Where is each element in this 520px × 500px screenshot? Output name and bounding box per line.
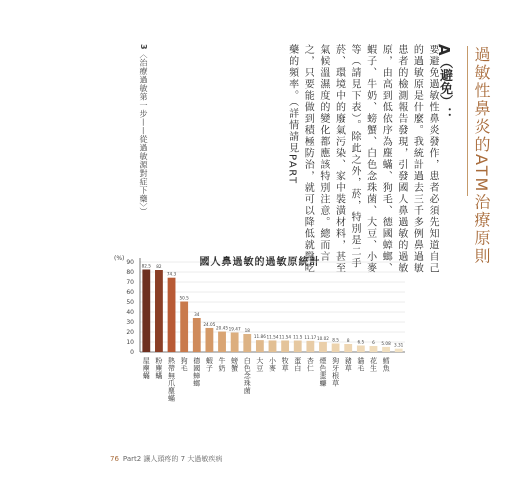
- bar-value-label: 82: [156, 264, 162, 269]
- y-tick-label: 90: [126, 259, 134, 266]
- bar: [142, 270, 150, 353]
- y-tick-label: 40: [126, 309, 134, 316]
- x-tick-label: 白色念珠菌: [243, 357, 252, 395]
- footer-text: Part2 讓人頭疼的 7 大過敏疾病: [122, 455, 223, 463]
- bar-value-label: 8: [346, 338, 350, 343]
- x-tick-label: 大豆: [255, 357, 264, 372]
- bar: [243, 334, 251, 352]
- bar-value-label: 3.31: [394, 342, 404, 348]
- x-tick-label: 狗牙根草: [331, 357, 340, 387]
- x-tick-label: 屋塵蟎: [142, 357, 151, 380]
- bar-value-label: 19.47: [228, 326, 241, 332]
- y-axis-unit: (%): [114, 255, 125, 262]
- x-tick-label: 豬草: [344, 357, 353, 372]
- x-tick-label: 煙色蜚蠊: [318, 357, 327, 387]
- x-tick-label: 牧草: [281, 357, 290, 372]
- bar-value-label: 82.5: [141, 263, 151, 269]
- bar-value-label: 11.86: [253, 334, 266, 340]
- bar-value-label: 18: [244, 328, 250, 333]
- note-mark: 3: [139, 44, 148, 51]
- bar-value-label: 24.05: [203, 321, 216, 327]
- bar: [344, 344, 352, 352]
- x-tick-label: 蝦子: [205, 357, 214, 372]
- bar-value-label: 11.54: [266, 334, 279, 340]
- x-tick-label: 花生: [369, 357, 378, 372]
- bar-value-label: 11.54: [279, 334, 292, 340]
- bar: [319, 342, 327, 352]
- bar: [193, 318, 201, 352]
- bar: [306, 341, 314, 352]
- bar-value-label: 6.5: [357, 339, 365, 345]
- page-number: 76: [110, 455, 119, 463]
- bar-value-label: 74.3: [166, 271, 177, 277]
- bar: [357, 346, 365, 353]
- bar: [269, 340, 277, 352]
- bar-value-label: 5.08: [381, 340, 391, 346]
- x-tick-label: 德國蟑螂: [192, 357, 201, 387]
- y-tick-label: 20: [126, 329, 134, 336]
- x-tick-label: 小麥: [268, 357, 277, 372]
- bar: [370, 346, 378, 352]
- bar: [382, 347, 390, 352]
- x-tick-label: 熱帶無爪塵蟎: [167, 357, 176, 402]
- x-tick-label: 鱈魚: [382, 357, 391, 372]
- bar: [218, 332, 226, 352]
- y-tick-label: 50: [126, 299, 134, 306]
- bar: [231, 333, 239, 352]
- bar: [180, 302, 188, 353]
- x-tick-label: 蛋白: [293, 357, 302, 372]
- y-tick-label: 60: [126, 289, 134, 296]
- x-tick-label: 杏仁: [306, 357, 315, 372]
- y-tick-label: 70: [126, 279, 134, 286]
- bar-value-label: 8.5: [332, 337, 339, 343]
- bar-value-label: 10.02: [316, 335, 329, 341]
- x-tick-label: 粉塵蟎: [154, 357, 163, 380]
- body-paragraph: 要避免過敏性鼻炎發作，患者必須先知道自己的過敏原是什麼。我統計過去三千多例鼻過敏患者的檢測報告發現，引發國人鼻過敏的過敏原，由高到低依序為塵蟎、狗毛、德國蟑螂、蝦子、牛奶、螃蟹、白色念珠菌、大豆、小麥等（請見下表）。除此之外，菸，特別是二手菸、環境中的廢氣污染、家中裝潢材料，甚至氣候溫濕度的變化都應該特別注意。總而言之，只要能做到積極防治，就可以降低就醫吃藥的頻率。（詳情請見PART: [286, 44, 438, 274]
- bar: [155, 270, 163, 352]
- x-tick-label: 螃蟹: [230, 357, 239, 372]
- bar-value-label: 34: [194, 312, 200, 317]
- bar-value-label: 11.5: [293, 334, 303, 340]
- y-tick-label: 80: [126, 269, 134, 276]
- page-title: 過敏性鼻炎的ATM治療原則: [472, 46, 491, 266]
- bar: [332, 344, 340, 353]
- x-tick-label: 狗毛: [180, 357, 189, 372]
- section-label: （避免）：: [437, 55, 452, 121]
- chart-title: 國人鼻過敏的過敏原統計: [199, 257, 321, 268]
- bar: [205, 328, 213, 352]
- section-letter: A: [435, 44, 453, 56]
- bar-value-label: 20.45: [216, 325, 229, 331]
- x-tick-label: 貓毛: [356, 357, 365, 372]
- bar: [294, 341, 302, 353]
- y-tick-label: 10: [126, 339, 134, 346]
- bar: [281, 340, 289, 352]
- note-text: 〈治療過敏第一步——從過敏源對症下藥〉）: [139, 50, 148, 217]
- bar: [256, 340, 264, 352]
- y-tick-label: 0: [130, 349, 134, 356]
- bar-value-label: 6: [372, 340, 375, 345]
- bar-value-label: 11.17: [304, 334, 317, 340]
- bar: [168, 278, 176, 352]
- x-tick-label: 牛奶: [218, 357, 227, 372]
- y-tick-label: 30: [126, 319, 134, 326]
- bar-value-label: 50.5: [179, 295, 189, 301]
- bar: [395, 349, 403, 352]
- page-footer: [110, 454, 222, 464]
